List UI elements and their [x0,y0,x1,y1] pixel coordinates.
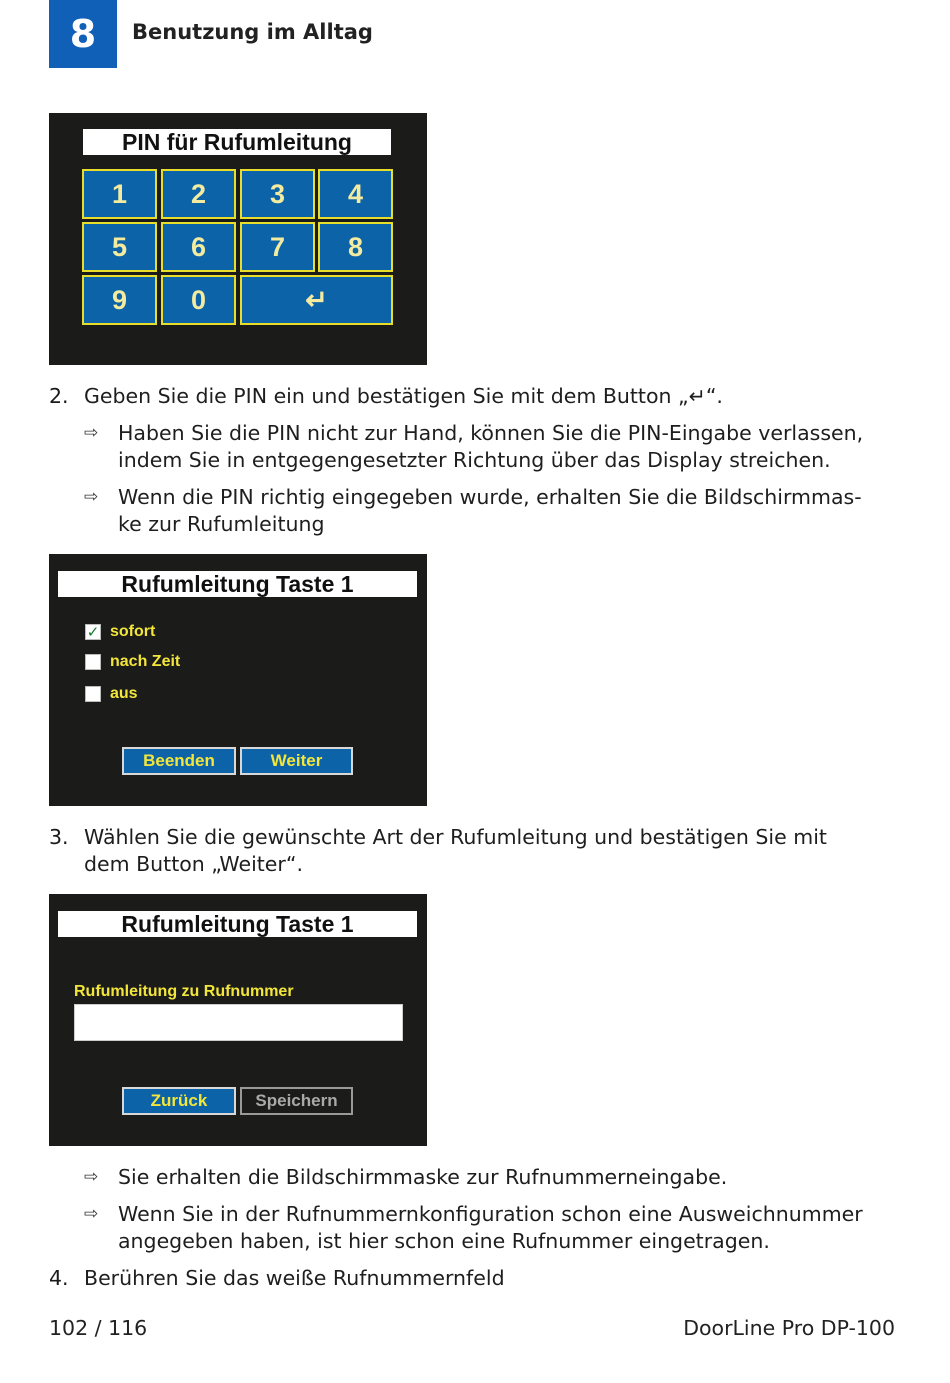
forwarding-number-screen [49,894,427,1146]
save-button[interactable]: Speichern [240,1087,353,1115]
result-arrow-icon: ⇨ [84,1167,99,1187]
back-button[interactable]: Zurück [122,1087,236,1115]
step-number: 3. [49,825,69,849]
number-field-label: Rufumleitung zu Rufnummer [74,983,294,1000]
key-3[interactable]: 3 [240,169,315,219]
enter-key[interactable] [240,275,393,325]
step-text: Geben Sie die PIN ein und bestätigen Sie mit dem Button „↵“. [84,384,723,408]
chapter-number: 8 [49,0,117,68]
result-arrow-icon: ⇨ [84,423,99,443]
product-name: DoorLine Pro DP-100 [683,1316,895,1340]
chapter-title: Benutzung im Alltag [132,20,373,44]
option-label: aus [110,685,138,702]
key-9[interactable]: 9 [82,275,157,325]
page-number: 102 / 116 [49,1316,148,1340]
result-text: Wenn die PIN richtig eingegeben wurde, erhalten Sie die Bildschirmmas- [118,485,862,509]
option-label: sofort [110,623,156,640]
checkbox-checked-icon[interactable]: ✓ [86,623,100,641]
result-text: ke zur Rufumleitung [118,512,325,536]
mode-screen-title: Rufumleitung Taste 1 [58,571,417,597]
key-8[interactable]: 8 [318,222,393,272]
pin-screen [49,113,427,365]
forwarding-mode-screen [49,554,427,806]
result-arrow-icon: ⇨ [84,1204,99,1224]
phone-number-field[interactable] [74,1004,403,1041]
step-number: 2. [49,384,69,408]
option-row[interactable] [85,652,180,672]
key-6[interactable]: 6 [161,222,236,272]
enter-icon: ↵ [305,284,328,315]
option-label: nach Zeit [110,653,181,670]
checkbox-icon[interactable] [85,654,101,670]
key-5[interactable]: 5 [82,222,157,272]
option-row[interactable] [85,684,138,704]
result-text: indem Sie in entgegengesetzter Richtung über das Display streichen. [118,448,831,472]
result-text: angegeben haben, ist hier schon eine Rufnummer eingetragen. [118,1229,770,1253]
result-text: Sie erhalten die Bildschirmmaske zur Rufnummerneingabe. [118,1165,728,1189]
result-text: Wenn Sie in der Rufnummernkonfiguration schon eine Ausweichnummer [118,1202,863,1226]
key-0[interactable]: 0 [161,275,236,325]
next-button[interactable]: Weiter [240,747,353,775]
checkbox-icon[interactable] [85,686,101,702]
step-text: Wählen Sie die gewünschte Art der Rufumleitung und bestätigen Sie mit [84,825,827,849]
option-row[interactable] [85,622,155,642]
key-2[interactable]: 2 [161,169,236,219]
key-4[interactable]: 4 [318,169,393,219]
key-7[interactable]: 7 [240,222,315,272]
key-1[interactable]: 1 [82,169,157,219]
step-number: 4. [49,1266,69,1290]
step-text: Berühren Sie das weiße Rufnummernfeld [84,1266,505,1290]
end-button[interactable]: Beenden [122,747,236,775]
number-screen-title: Rufumleitung Taste 1 [58,911,417,937]
result-text: Haben Sie die PIN nicht zur Hand, können Sie die PIN-Eingabe verlassen, [118,421,864,445]
result-arrow-icon: ⇨ [84,487,99,507]
pin-screen-title: PIN für Rufumleitung [83,129,391,155]
step-text: dem Button „Weiter“. [84,852,303,876]
